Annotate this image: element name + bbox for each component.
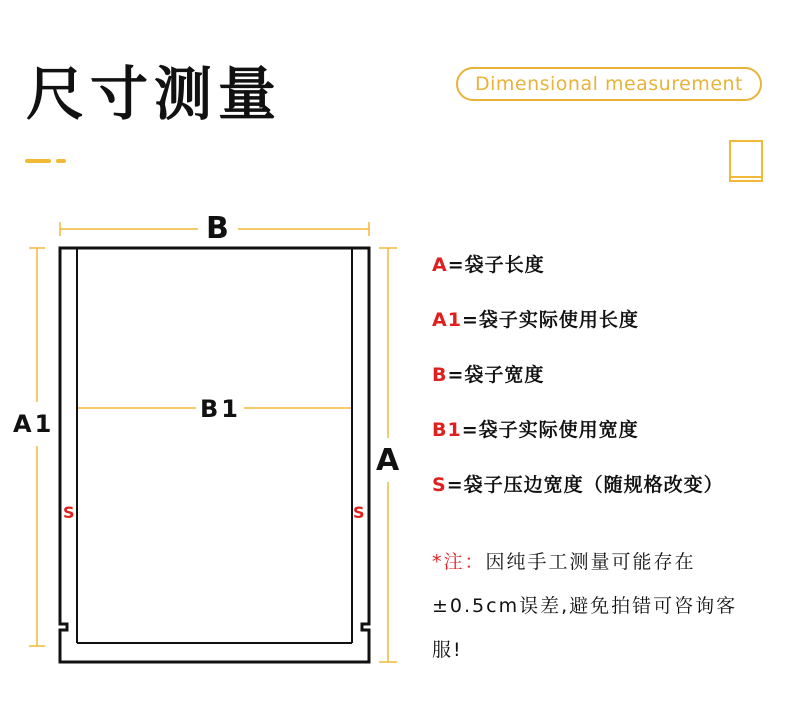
legend-key: A1 (432, 309, 462, 331)
legend-key: B (432, 364, 448, 386)
note-heading: *注： (432, 551, 486, 573)
label-a: A (376, 443, 400, 478)
legend-text: =袋子实际使用长度 (461, 309, 639, 331)
dimension-line-a1 (29, 248, 45, 646)
label-a1: A1 (13, 410, 55, 438)
legend-item (432, 474, 724, 496)
label-s-right: S (353, 503, 365, 522)
label-b: B (206, 211, 229, 246)
legend-item (432, 254, 545, 276)
legend-key: B1 (432, 419, 462, 441)
legend-text: =袋子宽度 (447, 364, 545, 386)
legend-text: =袋子长度 (447, 254, 545, 276)
legend-text: =袋子实际使用宽度 (461, 419, 639, 441)
page-title: 尺寸测量 (26, 60, 283, 128)
legend-item (432, 419, 639, 441)
legend-item (432, 309, 639, 331)
bag-outline (60, 248, 369, 662)
legend-key: A (432, 254, 448, 276)
legend-item (432, 364, 544, 386)
label-b1: B1 (200, 395, 241, 423)
legend-text: =袋子压边宽度（随规格改变） (446, 474, 724, 496)
note-body: 因纯手工测量可能存在±0.5cm误差,避免拍错可咨询客服! (432, 551, 738, 661)
legend-key: S (432, 474, 447, 496)
subtitle-text: Dimensional measurement (474, 73, 743, 95)
label-s-left: S (63, 503, 75, 522)
measurement-note (432, 540, 762, 672)
